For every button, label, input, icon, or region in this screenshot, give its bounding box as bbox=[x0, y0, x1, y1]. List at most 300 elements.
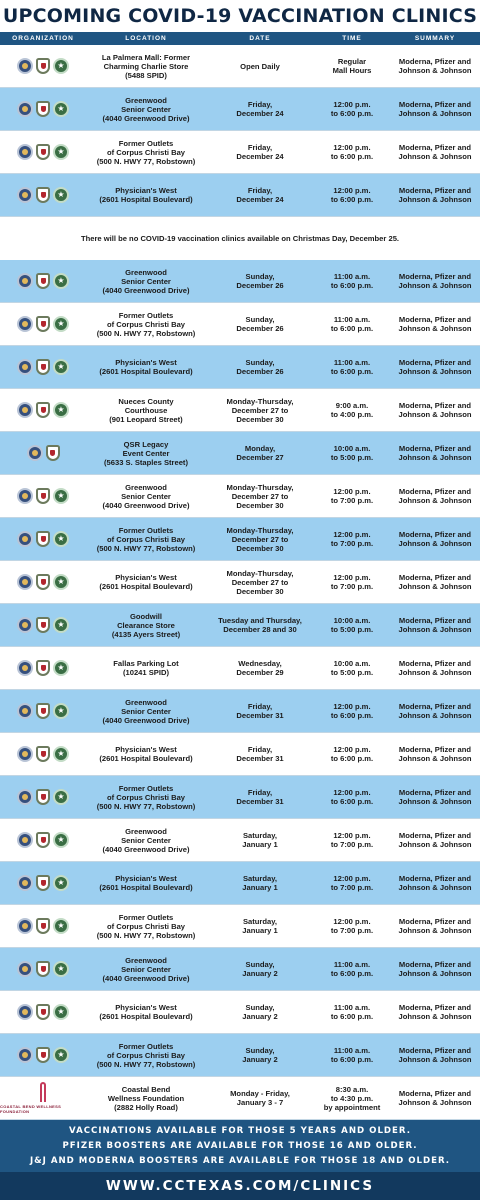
date-cell-line: January 2 bbox=[242, 1012, 278, 1021]
state-seal-icon: ★ bbox=[53, 402, 69, 418]
date-cell-line: Wednesday, bbox=[238, 659, 282, 668]
summary-cell bbox=[390, 874, 480, 892]
time-cell-line: 12:00 p.m. bbox=[333, 874, 371, 883]
location-cell-line: Greenwood bbox=[125, 955, 167, 965]
date-cell-line: December 30 bbox=[236, 543, 284, 553]
location-cell-line: Greenwood bbox=[125, 826, 167, 836]
location-cell-line: (500 N. HWY 77, Robstown) bbox=[96, 328, 196, 338]
date-cell-line: Monday-Thursday, bbox=[226, 396, 294, 406]
location-cell-line: Senior Center bbox=[121, 104, 171, 114]
date-cell bbox=[206, 1089, 314, 1107]
summary-cell-line: Johnson & Johnson bbox=[398, 711, 472, 720]
date-cell-line: December 27 to bbox=[231, 577, 289, 587]
public-health-shield-icon bbox=[36, 574, 50, 590]
summary-cell-line: Johnson & Johnson bbox=[398, 367, 472, 376]
public-health-shield-icon bbox=[36, 488, 50, 504]
time-cell-line: to 6:00 p.m. bbox=[330, 367, 374, 376]
organization-logos bbox=[0, 445, 86, 461]
summary-cell-line: Moderna, Pfizer and bbox=[398, 272, 472, 281]
state-seal-icon: ★ bbox=[53, 144, 69, 160]
time-cell-line: to 6:00 p.m. bbox=[330, 1012, 374, 1021]
clinic-table bbox=[0, 45, 480, 1120]
table-row bbox=[0, 733, 480, 776]
footer-line: J&J AND MODERNA BOOSTERS ARE AVAILABLE FOR THOSE 18 AND OLDER. bbox=[29, 1155, 451, 1166]
organization-logos bbox=[0, 961, 86, 977]
public-health-shield-icon bbox=[36, 789, 50, 805]
time-cell bbox=[314, 616, 390, 634]
county-seal-icon bbox=[17, 918, 33, 934]
location-cell-line: (10241 SPID) bbox=[122, 668, 169, 677]
time-cell bbox=[314, 143, 390, 161]
table-header bbox=[0, 32, 480, 45]
public-health-shield-icon bbox=[36, 832, 50, 848]
time-cell bbox=[314, 530, 390, 548]
location-cell-line: (4040 Greenwood Drive) bbox=[102, 500, 190, 510]
time-cell bbox=[314, 1003, 390, 1021]
summary-cell-line: Moderna, Pfizer and bbox=[398, 874, 472, 883]
date-cell-line: January 3 - 7 bbox=[236, 1098, 284, 1107]
date-cell-line: Monday, bbox=[244, 444, 276, 453]
organization-logos bbox=[0, 531, 86, 547]
location-cell-line: Senior Center bbox=[121, 964, 171, 974]
date-cell bbox=[206, 526, 314, 553]
date-cell bbox=[206, 100, 314, 118]
county-seal-icon bbox=[17, 531, 33, 547]
location-cell-line: (500 N. HWY 77, Robstown) bbox=[96, 930, 196, 940]
table-row bbox=[0, 432, 480, 475]
summary-cell-line: Johnson & Johnson bbox=[398, 109, 472, 118]
date-cell bbox=[206, 272, 314, 290]
footer-line: VACCINATIONS AVAILABLE FOR THOSE 5 YEARS AND OLDER. bbox=[69, 1125, 411, 1136]
time-cell-line: 10:00 a.m. bbox=[333, 659, 371, 668]
summary-cell bbox=[390, 444, 480, 462]
date-cell-line: January 1 bbox=[242, 926, 278, 935]
location-cell-line: (4040 Greenwood Drive) bbox=[102, 285, 190, 295]
table-row bbox=[0, 475, 480, 518]
date-cell-line: December 31 bbox=[236, 711, 284, 720]
location-cell-line: (2882 Holly Road) bbox=[114, 1102, 178, 1112]
state-seal-icon: ★ bbox=[53, 961, 69, 977]
location-cell-line: Physician's West bbox=[115, 1003, 177, 1012]
county-seal-icon bbox=[17, 1047, 33, 1063]
summary-cell bbox=[390, 1003, 480, 1021]
date-cell-line: Sunday, bbox=[245, 358, 275, 367]
time-cell-line: 10:00 a.m. bbox=[333, 444, 371, 453]
summary-cell-line: Moderna, Pfizer and bbox=[398, 788, 472, 797]
organization-logos bbox=[0, 875, 86, 891]
summary-cell bbox=[390, 100, 480, 118]
state-seal-icon: ★ bbox=[53, 101, 69, 117]
location-cell-line: (4040 Greenwood Drive) bbox=[102, 973, 190, 983]
county-seal-icon bbox=[17, 359, 33, 375]
county-seal-icon bbox=[17, 187, 33, 203]
table-row bbox=[0, 260, 480, 303]
county-seal-icon bbox=[17, 273, 33, 289]
date-cell-line: December 24 bbox=[236, 195, 284, 204]
location-cell-line: Greenwood bbox=[125, 697, 167, 707]
organization-logos bbox=[0, 574, 86, 590]
time-cell-line: to 5:00 p.m. bbox=[330, 625, 374, 634]
date-cell bbox=[206, 569, 314, 596]
organization-logos bbox=[0, 187, 86, 203]
time-cell-line: 12:00 p.m. bbox=[333, 702, 371, 711]
county-seal-icon bbox=[17, 316, 33, 332]
public-health-shield-icon bbox=[36, 1004, 50, 1020]
summary-cell-line: Moderna, Pfizer and bbox=[398, 530, 472, 539]
location-cell-line: La Palmera Mall: Former bbox=[101, 52, 191, 62]
county-seal-icon bbox=[17, 101, 33, 117]
table-row bbox=[0, 45, 480, 88]
time-cell-line: to 6:00 p.m. bbox=[330, 281, 374, 290]
table-row bbox=[0, 174, 480, 217]
date-cell bbox=[206, 659, 314, 677]
county-seal-icon bbox=[17, 144, 33, 160]
location-cell bbox=[86, 526, 206, 553]
time-cell-line: 11:00 a.m. bbox=[333, 272, 371, 281]
location-cell-line: (500 N. HWY 77, Robstown) bbox=[96, 543, 196, 553]
public-health-shield-icon bbox=[36, 402, 50, 418]
time-cell-line: to 6:00 p.m. bbox=[330, 195, 374, 204]
time-cell-line: to 4:00 p.m. bbox=[330, 410, 374, 419]
time-cell bbox=[314, 444, 390, 462]
summary-cell bbox=[390, 573, 480, 591]
date-cell-line: Saturday, bbox=[242, 831, 278, 840]
organization-logos bbox=[0, 746, 86, 762]
date-cell-line: Friday, bbox=[247, 745, 273, 754]
summary-cell-line: Moderna, Pfizer and bbox=[398, 401, 472, 410]
summary-cell-line: Johnson & Johnson bbox=[398, 883, 472, 892]
time-cell bbox=[314, 702, 390, 720]
time-cell bbox=[314, 315, 390, 333]
time-cell-line: to 7:00 p.m. bbox=[330, 582, 374, 591]
coastal-bend-label: COASTAL BEND WELLNESS FOUNDATION bbox=[0, 1104, 62, 1114]
location-cell-line: (4040 Greenwood Drive) bbox=[102, 113, 190, 123]
table-row bbox=[0, 1077, 480, 1120]
organization-logos bbox=[0, 1047, 86, 1063]
time-cell-line: 11:00 a.m. bbox=[333, 960, 371, 969]
time-cell-line: 12:00 p.m. bbox=[333, 487, 371, 496]
summary-cell-line: Moderna, Pfizer and bbox=[398, 143, 472, 152]
public-health-shield-icon bbox=[36, 187, 50, 203]
header-date: DATE bbox=[249, 35, 271, 42]
location-cell-line: (4135 Ayers Street) bbox=[111, 629, 181, 639]
time-cell-line: to 6:00 p.m. bbox=[330, 1055, 374, 1064]
public-health-shield-icon bbox=[36, 101, 50, 117]
location-cell-line: Courthouse bbox=[124, 405, 168, 415]
location-cell-line: Senior Center bbox=[121, 276, 171, 286]
header-summary: SUMMARY bbox=[414, 35, 456, 42]
location-cell-line: (2601 Hospital Boulevard) bbox=[99, 1012, 193, 1021]
organization-logos bbox=[0, 488, 86, 504]
date-cell-line: Friday, bbox=[247, 186, 273, 195]
location-cell-line: (5633 S. Staples Street) bbox=[104, 457, 188, 467]
organization-logos bbox=[0, 832, 86, 848]
location-cell-line: of Corpus Christi Bay bbox=[106, 792, 186, 802]
location-cell bbox=[86, 440, 206, 467]
summary-cell bbox=[390, 702, 480, 720]
date-cell-line: Friday, bbox=[247, 702, 273, 711]
summary-cell bbox=[390, 186, 480, 204]
summary-cell-line: Moderna, Pfizer and bbox=[398, 100, 472, 109]
time-cell-line: to 7:00 p.m. bbox=[330, 840, 374, 849]
table-row bbox=[0, 905, 480, 948]
table-row bbox=[0, 948, 480, 991]
public-health-shield-icon bbox=[36, 961, 50, 977]
summary-cell-line: Johnson & Johnson bbox=[398, 66, 472, 75]
time-cell-line: 12:00 p.m. bbox=[333, 917, 371, 926]
organization-logos bbox=[0, 918, 86, 934]
county-seal-icon bbox=[17, 402, 33, 418]
state-seal-icon: ★ bbox=[53, 660, 69, 676]
state-seal-icon: ★ bbox=[53, 316, 69, 332]
organization-logos bbox=[0, 617, 86, 633]
time-cell-line: 11:00 a.m. bbox=[333, 1046, 371, 1055]
date-cell bbox=[206, 1003, 314, 1021]
location-cell bbox=[86, 659, 206, 677]
date-cell-line: Monday-Thursday, bbox=[226, 482, 294, 492]
county-seal-icon bbox=[17, 789, 33, 805]
location-cell-line: (4040 Greenwood Drive) bbox=[102, 844, 190, 854]
time-cell bbox=[314, 272, 390, 290]
time-cell-line: Mall Hours bbox=[332, 66, 372, 75]
organization-logos bbox=[0, 703, 86, 719]
summary-cell-line: Johnson & Johnson bbox=[398, 195, 472, 204]
date-cell-line: Sunday, bbox=[245, 960, 275, 969]
organization-logos bbox=[0, 273, 86, 289]
location-cell bbox=[86, 1085, 206, 1112]
date-cell bbox=[206, 315, 314, 333]
location-cell-line: Charming Charlie Store bbox=[103, 61, 189, 71]
summary-cell bbox=[390, 401, 480, 419]
public-health-shield-icon bbox=[36, 359, 50, 375]
summary-cell bbox=[390, 659, 480, 677]
public-health-shield-icon bbox=[36, 703, 50, 719]
location-cell bbox=[86, 1042, 206, 1069]
summary-cell-line: Johnson & Johnson bbox=[398, 324, 472, 333]
time-cell-line: to 7:00 p.m. bbox=[330, 883, 374, 892]
location-cell bbox=[86, 612, 206, 639]
table-row bbox=[0, 518, 480, 561]
time-cell bbox=[314, 1046, 390, 1064]
public-health-shield-icon bbox=[46, 445, 60, 461]
state-seal-icon: ★ bbox=[53, 574, 69, 590]
location-cell bbox=[86, 827, 206, 854]
location-cell-line: Fallas Parking Lot bbox=[113, 659, 179, 668]
county-seal-icon bbox=[17, 961, 33, 977]
public-health-shield-icon bbox=[36, 316, 50, 332]
time-cell bbox=[314, 788, 390, 806]
date-cell-line: December 26 bbox=[236, 324, 284, 333]
state-seal-icon: ★ bbox=[53, 832, 69, 848]
location-cell-line: Former Outlets bbox=[118, 1041, 174, 1051]
summary-cell-line: Moderna, Pfizer and bbox=[398, 702, 472, 711]
location-cell-line: of Corpus Christi Bay bbox=[106, 921, 186, 931]
location-cell-line: Physician's West bbox=[115, 573, 177, 582]
state-seal-icon: ★ bbox=[53, 58, 69, 74]
location-cell-line: Physician's West bbox=[115, 358, 177, 367]
organization-logos bbox=[0, 101, 86, 117]
time-cell-line: 12:00 p.m. bbox=[333, 745, 371, 754]
location-cell-line: Former Outlets bbox=[118, 138, 174, 148]
time-cell-line: 12:00 p.m. bbox=[333, 186, 371, 195]
location-cell-line: of Corpus Christi Bay bbox=[106, 1050, 186, 1060]
location-cell-line: (901 Leopard Street) bbox=[109, 414, 183, 424]
location-cell-line: Physician's West bbox=[115, 874, 177, 883]
location-cell-line: (2601 Hospital Boulevard) bbox=[99, 754, 193, 763]
state-seal-icon: ★ bbox=[53, 789, 69, 805]
county-seal-icon bbox=[17, 875, 33, 891]
summary-cell-line: Johnson & Johnson bbox=[398, 1012, 472, 1021]
summary-cell bbox=[390, 616, 480, 634]
time-cell-line: 12:00 p.m. bbox=[333, 143, 371, 152]
summary-cell-line: Moderna, Pfizer and bbox=[398, 315, 472, 324]
state-seal-icon: ★ bbox=[53, 273, 69, 289]
organization-logos bbox=[0, 316, 86, 332]
summary-cell-line: Moderna, Pfizer and bbox=[398, 917, 472, 926]
location-cell-line: (500 N. HWY 77, Robstown) bbox=[96, 156, 196, 166]
location-cell-line: Senior Center bbox=[121, 706, 171, 716]
summary-cell-line: Moderna, Pfizer and bbox=[398, 487, 472, 496]
time-cell bbox=[314, 57, 390, 75]
date-cell bbox=[206, 960, 314, 978]
summary-cell-line: Moderna, Pfizer and bbox=[398, 616, 472, 625]
date-cell bbox=[206, 745, 314, 763]
time-cell-line: 11:00 a.m. bbox=[333, 315, 371, 324]
summary-cell-line: Johnson & Johnson bbox=[398, 797, 472, 806]
state-seal-icon: ★ bbox=[53, 875, 69, 891]
summary-cell-line: Moderna, Pfizer and bbox=[398, 444, 472, 453]
time-cell-line: 11:00 a.m. bbox=[333, 1003, 371, 1012]
location-cell-line: Event Center bbox=[122, 448, 170, 458]
date-cell-line: December 26 bbox=[236, 281, 284, 290]
time-cell-line: 11:00 a.m. bbox=[333, 358, 371, 367]
date-cell-line: Saturday, bbox=[242, 874, 278, 883]
time-cell-line: to 6:00 p.m. bbox=[330, 711, 374, 720]
location-cell bbox=[86, 1003, 206, 1021]
summary-cell-line: Moderna, Pfizer and bbox=[398, 358, 472, 367]
time-cell bbox=[314, 1085, 390, 1112]
location-cell-line: Physician's West bbox=[115, 186, 177, 195]
date-cell-line: January 1 bbox=[242, 840, 278, 849]
summary-cell-line: Johnson & Johnson bbox=[398, 1098, 472, 1107]
summary-cell bbox=[390, 917, 480, 935]
public-health-shield-icon bbox=[36, 875, 50, 891]
location-cell-line: Physician's West bbox=[115, 745, 177, 754]
date-cell-line: Sunday, bbox=[245, 1003, 275, 1012]
county-seal-icon bbox=[17, 58, 33, 74]
summary-cell-line: Moderna, Pfizer and bbox=[398, 1003, 472, 1012]
time-cell-line: to 5:00 p.m. bbox=[330, 668, 374, 677]
location-cell-line: Greenwood bbox=[125, 95, 167, 105]
location-cell bbox=[86, 397, 206, 424]
date-cell bbox=[206, 917, 314, 935]
location-cell-line: Coastal Bend bbox=[121, 1084, 171, 1094]
time-cell bbox=[314, 745, 390, 763]
date-cell-line: December 30 bbox=[236, 500, 284, 510]
date-cell-line: Sunday, bbox=[245, 272, 275, 281]
date-cell-line: Friday, bbox=[247, 143, 273, 152]
time-cell bbox=[314, 874, 390, 892]
table-row bbox=[0, 346, 480, 389]
county-seal-icon bbox=[17, 1004, 33, 1020]
location-cell-line: Former Outlets bbox=[118, 783, 174, 793]
date-cell bbox=[206, 874, 314, 892]
header-time: TIME bbox=[342, 35, 362, 42]
location-cell-line: (500 N. HWY 77, Robstown) bbox=[96, 801, 196, 811]
location-cell-line: of Corpus Christi Bay bbox=[106, 147, 186, 157]
location-cell bbox=[86, 186, 206, 204]
county-seal-icon bbox=[17, 703, 33, 719]
state-seal-icon: ★ bbox=[53, 617, 69, 633]
location-cell-line: of Corpus Christi Bay bbox=[106, 534, 186, 544]
summary-cell-line: Johnson & Johnson bbox=[398, 582, 472, 591]
location-cell-line: Greenwood bbox=[125, 482, 167, 492]
time-cell bbox=[314, 960, 390, 978]
state-seal-icon: ★ bbox=[53, 187, 69, 203]
state-seal-icon: ★ bbox=[53, 359, 69, 375]
location-cell-line: (2601 Hospital Boulevard) bbox=[99, 883, 193, 892]
time-cell-line: 12:00 p.m. bbox=[333, 530, 371, 539]
public-health-shield-icon bbox=[36, 273, 50, 289]
date-cell-line: December 28 and 30 bbox=[223, 625, 297, 634]
summary-cell bbox=[390, 358, 480, 376]
time-cell bbox=[314, 573, 390, 591]
location-cell-line: Wellness Foundation bbox=[107, 1093, 185, 1103]
organization-logos bbox=[0, 359, 86, 375]
summary-cell-line: Moderna, Pfizer and bbox=[398, 1089, 472, 1098]
location-cell-line: Former Outlets bbox=[118, 525, 174, 535]
public-health-shield-icon bbox=[36, 58, 50, 74]
location-cell bbox=[86, 53, 206, 80]
christmas-notice: There will be no COVID-19 vaccination clinics available on Christmas Day, December 25. bbox=[0, 217, 480, 260]
date-cell bbox=[206, 444, 314, 462]
date-cell-line: December 27 to bbox=[231, 491, 289, 501]
date-cell-line: December 31 bbox=[236, 797, 284, 806]
coastal-bend-logo bbox=[0, 1082, 86, 1114]
county-seal-icon bbox=[17, 488, 33, 504]
page-title: UPCOMING COVID-19 VACCINATION CLINICS bbox=[2, 5, 478, 27]
location-cell-line: Former Outlets bbox=[118, 912, 174, 922]
table-row bbox=[0, 389, 480, 432]
ribbon-icon bbox=[36, 1082, 50, 1102]
date-cell bbox=[206, 616, 314, 634]
date-cell-line: December 24 bbox=[236, 109, 284, 118]
time-cell-line: 9:00 a.m. bbox=[335, 401, 369, 410]
date-cell-line: Sunday, bbox=[245, 315, 275, 324]
summary-cell bbox=[390, 788, 480, 806]
time-cell bbox=[314, 358, 390, 376]
location-cell-line: (500 N. HWY 77, Robstown) bbox=[96, 1059, 196, 1069]
date-cell-line: December 30 bbox=[236, 586, 284, 596]
time-cell bbox=[314, 401, 390, 419]
date-cell-line: Open Daily bbox=[240, 61, 280, 71]
date-cell-line: December 29 bbox=[236, 668, 284, 677]
location-cell-line: (5488 SPID) bbox=[125, 70, 167, 80]
date-cell-line: December 31 bbox=[236, 754, 284, 763]
date-cell bbox=[206, 186, 314, 204]
table-row bbox=[0, 303, 480, 346]
date-cell bbox=[206, 358, 314, 376]
summary-cell bbox=[390, 315, 480, 333]
table-row bbox=[0, 991, 480, 1034]
summary-cell bbox=[390, 487, 480, 505]
table-row bbox=[0, 131, 480, 174]
summary-cell-line: Johnson & Johnson bbox=[398, 152, 472, 161]
county-seal-icon bbox=[17, 574, 33, 590]
website-link[interactable]: WWW.CCTEXAS.COM/CLINICS bbox=[0, 1172, 480, 1200]
date-cell bbox=[206, 702, 314, 720]
location-cell bbox=[86, 358, 206, 376]
